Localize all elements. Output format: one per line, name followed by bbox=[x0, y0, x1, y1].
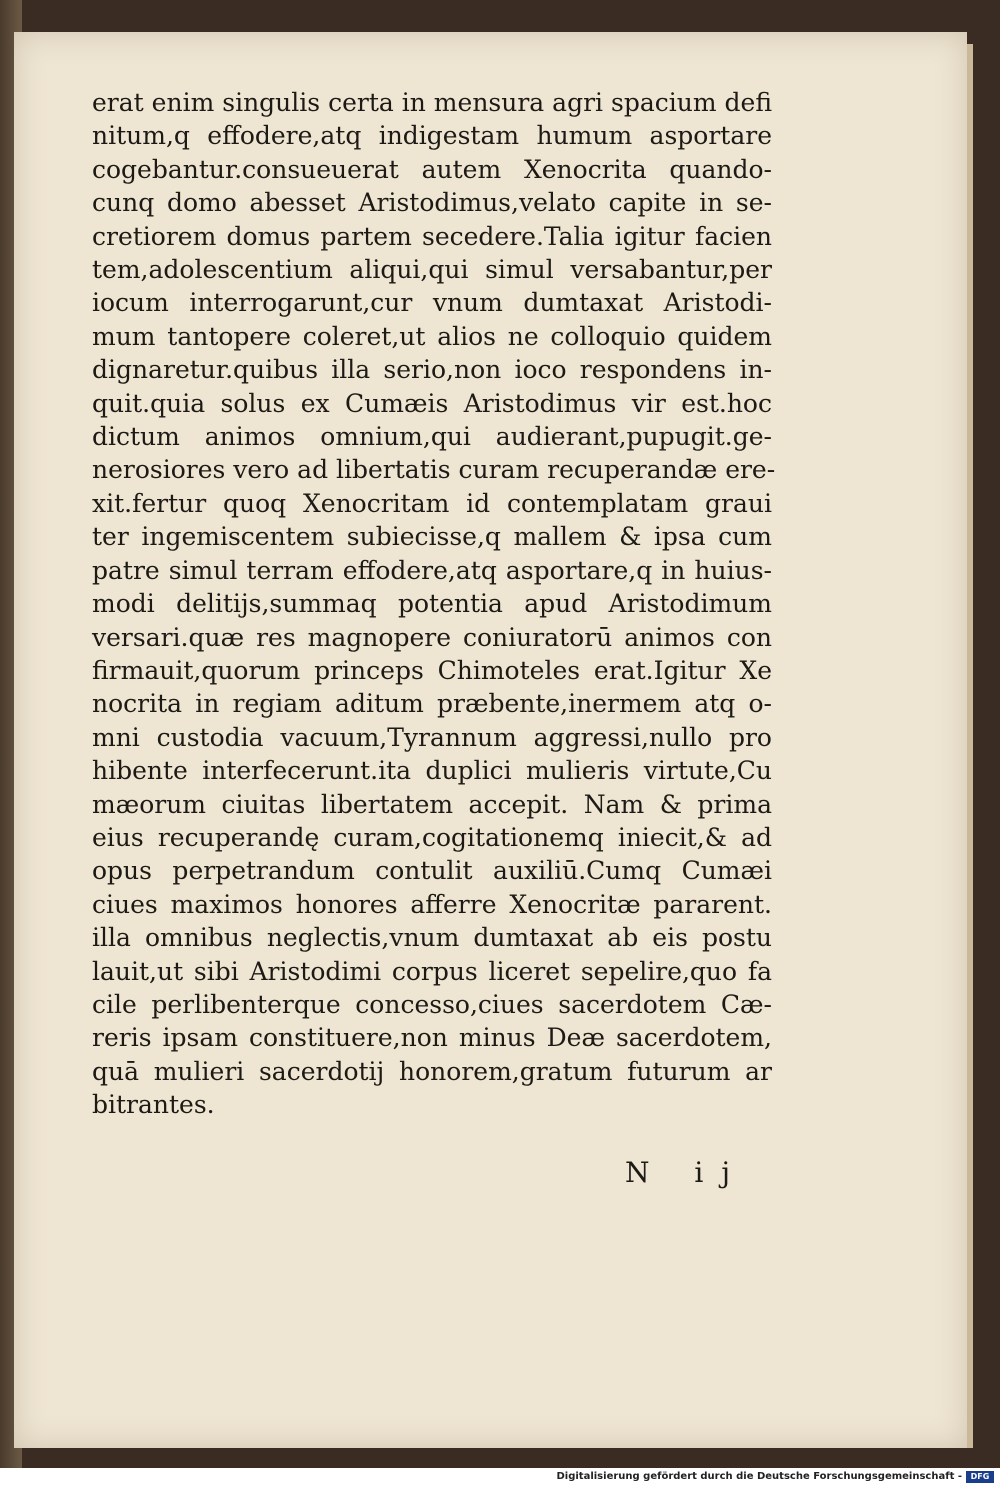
text-line: patre simul terram effodere,atq asportare,q in huius- bbox=[92, 555, 772, 585]
text-line: eius recuperandę curam,cogitationemq iniecit,& ad bbox=[92, 822, 772, 852]
text-line: lauit,ut sibi Aristodimi corpus liceret sepelire,quo fa bbox=[92, 956, 772, 986]
text-line: mni custodia vacuum,Tyrannum aggressi,nullo pro bbox=[92, 722, 772, 752]
text-line: modi delitijs,summaq potentia apud Aristodimum bbox=[92, 589, 772, 619]
dfg-logo-icon: DFG bbox=[966, 1471, 994, 1483]
text-line: cogebantur.consueuerat autem Xenocrita quando- bbox=[92, 154, 772, 184]
text-line: bitrantes. bbox=[92, 1090, 215, 1120]
text-line: erat enim singulis certa in mensura agri spacium defi bbox=[92, 88, 772, 117]
text-line: nitum,q effodere,atq indigestam humum asportare bbox=[92, 121, 772, 151]
text-line: xit.fertur quoq Xenocritam id contemplatam graui bbox=[92, 488, 772, 518]
page-edge bbox=[967, 44, 973, 1448]
text-line: quā mulieri sacerdotij honorem,gratum futurum ar bbox=[92, 1056, 772, 1086]
text-line: hibente interfecerunt.ita duplici mulieris virtute,Cu bbox=[92, 756, 772, 786]
body-text bbox=[92, 86, 776, 1122]
text-line: mum tantopere coleret,ut alios ne colloquio quidem bbox=[92, 321, 772, 351]
text-line: tem,adolescentium aliqui,qui simul versabantur,per bbox=[92, 255, 772, 285]
text-line: opus perpetrandum contulit auxiliū.Cumq Cumæi bbox=[92, 856, 772, 886]
text-line: cunq domo abesset Aristodimus,velato capite in se- bbox=[92, 188, 772, 218]
text-line: reris ipsam constituere,non minus Deæ sacerdotem, bbox=[92, 1023, 772, 1053]
signature-mark: N ij bbox=[625, 1156, 749, 1189]
text-line: ciues maximos honores afferre Xenocritæ pararent. bbox=[92, 889, 772, 919]
text-line: mæorum ciuitas libertatem accepit. Nam & prima bbox=[92, 789, 772, 819]
text-line: quit.quia solus ex Cumæis Aristodimus vir est.hoc bbox=[92, 388, 772, 418]
text-line: ter ingemiscentem subiecisse,q mallem & ipsa cum bbox=[92, 522, 772, 552]
text-line: cretiorem domus partem secedere.Talia igitur facien bbox=[92, 221, 772, 251]
text-line: versari.quæ res magnopere coniuratorū animos con bbox=[92, 622, 772, 652]
text-line: dictum animos omnium,qui audierant,pupugit.ge- bbox=[92, 422, 772, 452]
text-line: iocum interrogarunt,cur vnum dumtaxat Aristodi- bbox=[92, 288, 772, 318]
text-line: nocrita in regiam aditum præbente,inermem atq o- bbox=[92, 689, 772, 719]
text-line: dignaretur.quibus illa serio,non ioco respondens in- bbox=[92, 355, 772, 385]
funding-credit: Digitalisierung gefördert durch die Deutsche Forschungsgemeinschaft - bbox=[556, 1471, 962, 1482]
text-line: firmauit,quorum princeps Chimoteles erat.Igitur Xe bbox=[92, 655, 772, 685]
text-line: nerosiores vero ad libertatis curam recuperandæ ere- bbox=[92, 455, 776, 485]
text-line: illa omnibus neglectis,vnum dumtaxat ab eis postu bbox=[92, 923, 772, 953]
footer-bar bbox=[0, 1468, 1000, 1486]
text-line: cile perlibenterque concesso,ciues sacerdotem Cæ- bbox=[92, 989, 772, 1019]
